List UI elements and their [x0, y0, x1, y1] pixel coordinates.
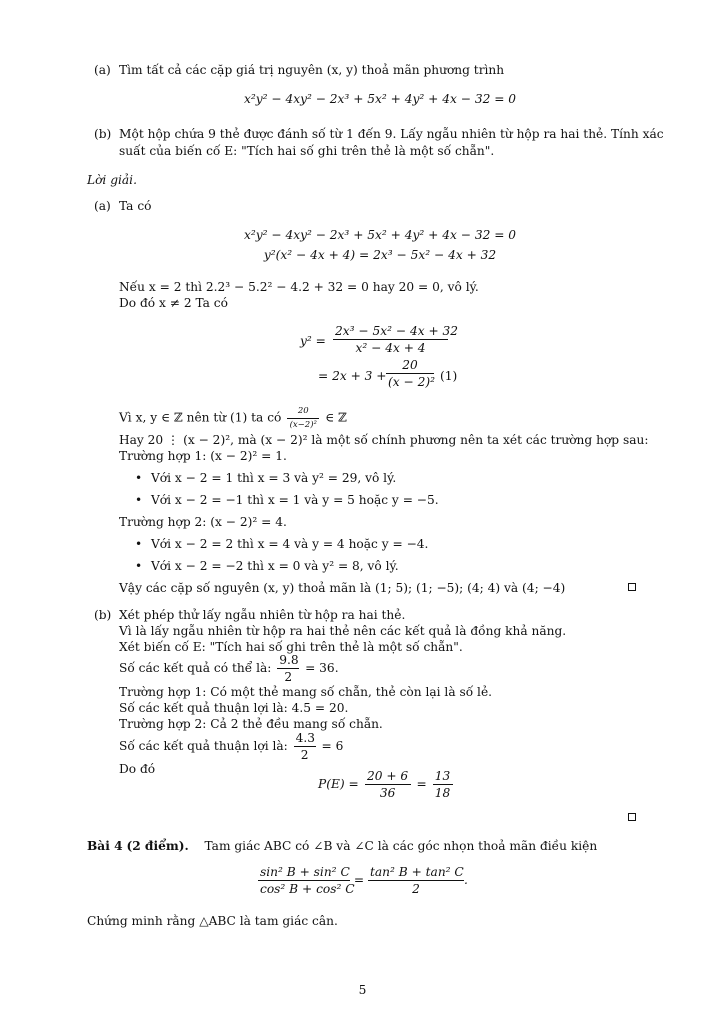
bai4-condition	[258, 866, 468, 895]
fraction-numerator: 20	[287, 407, 319, 419]
solution-b-label: (b)	[94, 608, 112, 622]
bai4-points: (2 điểm).	[126, 839, 189, 853]
bullet-text: Với x − 2 = −1 thì x = 1 và y = 5 hoặc y = −5.	[151, 493, 439, 507]
solution-heading: Lời giải.	[87, 173, 137, 187]
qed-square-icon	[628, 583, 636, 591]
solution-a-eq2: y²(x² − 4x + 4) = 2x³ − 5x² − 4x + 32	[263, 248, 497, 262]
solution-a-intro: Ta có	[119, 199, 152, 213]
solution-b-l8	[119, 732, 343, 761]
fraction-denominator: cos² B + cos² C	[260, 882, 355, 897]
solution-b-l7: Trường hợp 2: Cả 2 thẻ đều mang số chẵn.	[119, 717, 383, 731]
p-equals: =	[416, 777, 427, 792]
bai4-equals: =	[353, 873, 365, 888]
p-lhs: P(E) =	[318, 777, 359, 792]
solution-a-case2-bullet2	[135, 560, 399, 572]
solution-a-conclusion: Vậy các cặp số nguyên (x, y) thoả mãn là (1; 5); (1; −5); (4; 4) và (4; −4)	[119, 581, 566, 595]
problem-a-equation: x²y² − 4xy² − 2x³ + 5x² + 4y² + 4x − 32 = 0	[243, 92, 517, 106]
fraction-denominator: x² − 4x + 4	[355, 341, 426, 356]
l4-suffix: = 36.	[305, 661, 339, 676]
solution-a-case2: Trường hợp 2: (x − 2)² = 4.	[119, 515, 287, 529]
solution-b-l9: Do đó	[119, 762, 156, 776]
qed-square-icon	[628, 813, 636, 821]
solution-b-l6: Số các kết quả thuận lợi là: 4.5 = 20.	[119, 701, 349, 715]
solution-a-eq3-prefix: = 2x + 3 +	[318, 369, 387, 383]
solution-b-l3: Xét biến cố E: "Tích hai số ghi trên thẻ là một số chẵn".	[119, 640, 463, 654]
fraction-numerator: 2x³ − 5x² − 4x + 32	[333, 325, 448, 340]
solution-a-eq1: x²y² − 4xy² − 2x³ + 5x² + 4y² + 4x − 32 = 0	[243, 228, 517, 242]
fraction-denominator: 2	[300, 748, 309, 763]
solution-a-case1-bullet2	[135, 494, 439, 506]
problem-a-label: (a)	[94, 63, 111, 77]
problem-b-line1: Một hộp chứa 9 thẻ được đánh số từ 1 đến 9. Lấy ngẫu nhiên từ hộp ra hai thẻ. Tính xác	[119, 127, 664, 141]
bai4-prove: Chứng minh rằng △ABC là tam giác cân.	[87, 914, 338, 928]
l8-prefix: Số các kết quả thuận lợi là:	[119, 739, 288, 754]
bullet-text: Với x − 2 = 1 thì x = 3 và y² = 29, vô lý.	[151, 471, 397, 485]
solution-b-probability	[318, 770, 455, 799]
solution-b-l1: Xét phép thử lấy ngẫu nhiên từ hộp ra hai thẻ.	[119, 608, 406, 622]
fraction-denominator: (x−2)²	[289, 419, 317, 430]
solution-b-l5: Trường hợp 1: Có một thẻ mang số chẵn, thẻ còn lại là số lẻ.	[119, 685, 493, 699]
fraction-numerator: 13	[433, 770, 453, 785]
problem-a-text: Tìm tất cả các cặp giá trị nguyên (x, y) thoả mãn phương trình	[119, 63, 505, 77]
fraction-numerator: tan² B + tan² C	[368, 866, 464, 881]
line-int-suffix: ∈ ℤ	[325, 410, 347, 425]
l8-suffix: = 6	[321, 739, 344, 754]
page-number: 5	[358, 983, 367, 997]
solution-a-case1: Trường hợp 1: (x − 2)² = 1.	[119, 449, 287, 463]
bullet-icon: •	[135, 559, 143, 573]
bullet-text: Với x − 2 = 2 thì x = 4 và y = 4 hoặc y = −4.	[151, 537, 429, 551]
solution-a-label: (a)	[94, 199, 111, 213]
fraction-denominator: 2	[412, 882, 420, 897]
fraction-numerator: 20 + 6	[365, 770, 411, 785]
fraction-denominator: 18	[434, 786, 451, 801]
fraction-denominator: (x − 2)²	[388, 375, 435, 390]
solution-a-case1-bullet1	[135, 472, 396, 484]
bai4-title: Bài 4	[87, 839, 123, 853]
bai4-text: Tam giác ABC có ∠B và ∠C là các góc nhọn thoả mãn điều kiện	[204, 839, 598, 853]
bullet-icon: •	[135, 471, 143, 485]
bai4-period: .	[463, 873, 468, 888]
fraction-numerator: 9.8	[277, 654, 299, 669]
bullet-text: Với x − 2 = −2 thì x = 0 và y² = 8, vô lý.	[151, 559, 399, 573]
bai4-header	[87, 840, 597, 852]
solution-a-line-if: Nếu x = 2 thì 2.2³ − 5.2² − 4.2 + 32 = 0 hay 20 = 0, vô lý.	[119, 280, 479, 294]
solution-a-line-so: Do đó x ≠ 2 Ta có	[119, 296, 228, 310]
solution-b-l4	[119, 654, 339, 683]
bullet-icon: •	[135, 493, 143, 507]
solution-a-line-int	[119, 407, 347, 429]
solution-a-fraction	[333, 324, 459, 356]
fraction-denominator: 2	[284, 670, 293, 685]
solution-b-l2: Vì là lấy ngẫu nhiên từ hộp ra hai thẻ nên các kết quả là đồng khả năng.	[119, 624, 567, 638]
l4-prefix: Số các kết quả có thể là:	[119, 661, 272, 676]
fraction-numerator: sin² B + sin² C	[258, 866, 350, 881]
solution-a-line-div: Hay 20 ⋮ (x − 2)², mà (x − 2)² là một số chính phương nên ta xét các trường hợp sau:	[119, 433, 649, 447]
problem-b-line2: suất của biến cố E: "Tích hai số ghi trên thẻ là một số chẵn".	[119, 144, 495, 158]
solution-a-case2-bullet1	[135, 538, 428, 550]
line-int-prefix: Vì x, y ∈ ℤ nên từ (1) ta có	[119, 410, 282, 425]
bullet-icon: •	[135, 537, 143, 551]
problem-b-label: (b)	[94, 127, 112, 141]
fraction-denominator: 36	[379, 786, 396, 801]
fraction-numerator: 20	[386, 359, 434, 374]
solution-a-eq3-fraction	[386, 359, 434, 388]
fraction-numerator: 4.3	[294, 732, 316, 747]
solution-a-frac-lhs: y² =	[300, 334, 326, 348]
solution-a-eq3-tag: (1)	[440, 369, 458, 383]
